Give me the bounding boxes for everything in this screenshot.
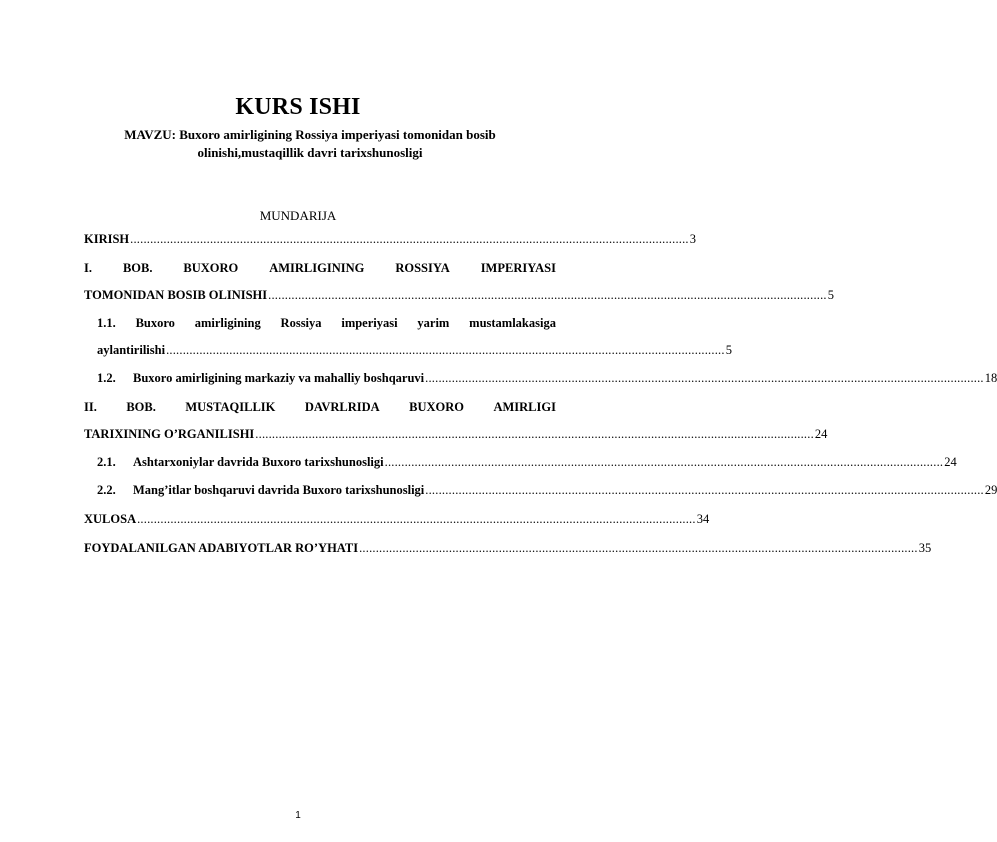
toc-word: II. (84, 400, 97, 414)
toc-word: imperiyasi (341, 316, 398, 330)
toc-word: AMIRLIGINING (269, 261, 365, 275)
toc-word: Buxoro (135, 316, 175, 330)
toc-entry-label-line2: aylantirilishi (97, 343, 166, 357)
toc-entry-1-1[interactable] (97, 316, 732, 357)
toc-word: DAVRLRIDA (304, 400, 380, 414)
toc-entry-kirish[interactable] (84, 232, 697, 246)
toc-leader-dots: ........................................................................................................................................................................ (268, 288, 827, 302)
toc-entry-label-line1 (97, 316, 556, 330)
toc-entry-bob1[interactable] (84, 261, 835, 302)
toc-word: amirligining (194, 316, 261, 330)
toc-page-number: 29 (984, 483, 997, 497)
subtitle-line-1: MAVZU: Buxoro amirligining Rossiya imperiyasi tomonidan bosib (124, 127, 496, 142)
toc-word: ROSSIYA (395, 261, 450, 275)
toc-word: 1.1. (97, 316, 116, 330)
subtitle-line-2: olinishi,mustaqillik davri tarixshunosligi (197, 145, 423, 160)
toc-entry-1-2[interactable] (97, 371, 997, 385)
toc-word: BOB. (122, 261, 153, 275)
toc-entry-label: KIRISH (84, 232, 130, 246)
page-number: 1 (295, 810, 301, 821)
toc-leader-dots: ........................................................................................................................................................................ (359, 541, 918, 555)
toc-page-number: 24 (944, 455, 957, 469)
toc-section-number: 2.1. (97, 455, 116, 469)
toc-page-number: 35 (918, 541, 932, 555)
toc-word: Rossiya (280, 316, 322, 330)
document-title: KURS ISHI (235, 94, 361, 120)
toc-section-number: 1.2. (97, 371, 116, 385)
toc-entry-label-line1 (84, 261, 556, 275)
toc-word: mustamlakasiga (469, 316, 556, 330)
toc-word: I. (84, 261, 92, 275)
toc-entry-label (97, 371, 424, 385)
toc-page-number: 18 (984, 371, 997, 385)
document-subtitle (70, 126, 550, 162)
toc-leader-dots: ........................................................................................................................................................................ (425, 371, 984, 385)
toc-section-number: 2.2. (97, 483, 116, 497)
toc-word: MUSTAQILLIK (185, 400, 276, 414)
toc-section-title: Buxoro amirligining markaziy va mahalliy boshqaruvi (133, 371, 425, 385)
toc-entry-label-line2: TOMONIDAN BOSIB OLINISHI (84, 288, 268, 302)
toc-page-number: 34 (696, 512, 710, 526)
toc-entry-label (97, 455, 384, 469)
toc-page-number: 5 (827, 288, 835, 302)
toc-entry-bob2[interactable] (84, 400, 828, 441)
toc-entry-2-1[interactable] (97, 455, 957, 469)
toc-page-number: 3 (689, 232, 697, 246)
toc-entry-adabiyotlar[interactable] (84, 541, 932, 555)
toc-page-number: 5 (725, 343, 732, 357)
toc-entry-2-2[interactable] (97, 483, 997, 497)
toc-entry-xulosa[interactable] (84, 512, 710, 526)
toc-section-title: Mang’itlar boshqaruvi davrida Buxoro tarixshunosligi (133, 483, 425, 497)
toc-leader-dots: ........................................................................................................................................................................ (137, 512, 696, 526)
toc-page-number: 24 (814, 427, 828, 441)
toc-word: yarim (417, 316, 450, 330)
toc-leader-dots: ........................................................................................................................................................................ (384, 455, 944, 469)
toc-word: BUXORO (183, 261, 239, 275)
toc-entry-label: FOYDALANILGAN ADABIYOTLAR RO’YHATI (84, 541, 359, 555)
toc-entry-label: XULOSA (84, 512, 137, 526)
toc-heading: MUNDARIJA (259, 208, 337, 223)
toc-section-title: Ashtarxoniylar davrida Buxoro tarixshunosligi (133, 455, 384, 469)
toc-word: AMIRLIGI (493, 400, 556, 414)
toc-entry-label (97, 483, 424, 497)
toc-leader-dots: ........................................................................................................................................................................ (130, 232, 689, 246)
toc-word: BUXORO (409, 400, 464, 414)
toc-leader-dots: ........................................................................................................................................................................ (425, 483, 984, 497)
toc-entry-label-line2: TARIXINING O’RGANILISHI (84, 427, 255, 441)
toc-leader-dots: ........................................................................................................................................................................ (166, 343, 725, 357)
toc-entry-label-line1 (84, 400, 556, 414)
toc-leader-dots: ........................................................................................................................................................................ (255, 427, 814, 441)
toc-word: BOB. (126, 400, 156, 414)
toc-word: IMPERIYASI (480, 261, 556, 275)
